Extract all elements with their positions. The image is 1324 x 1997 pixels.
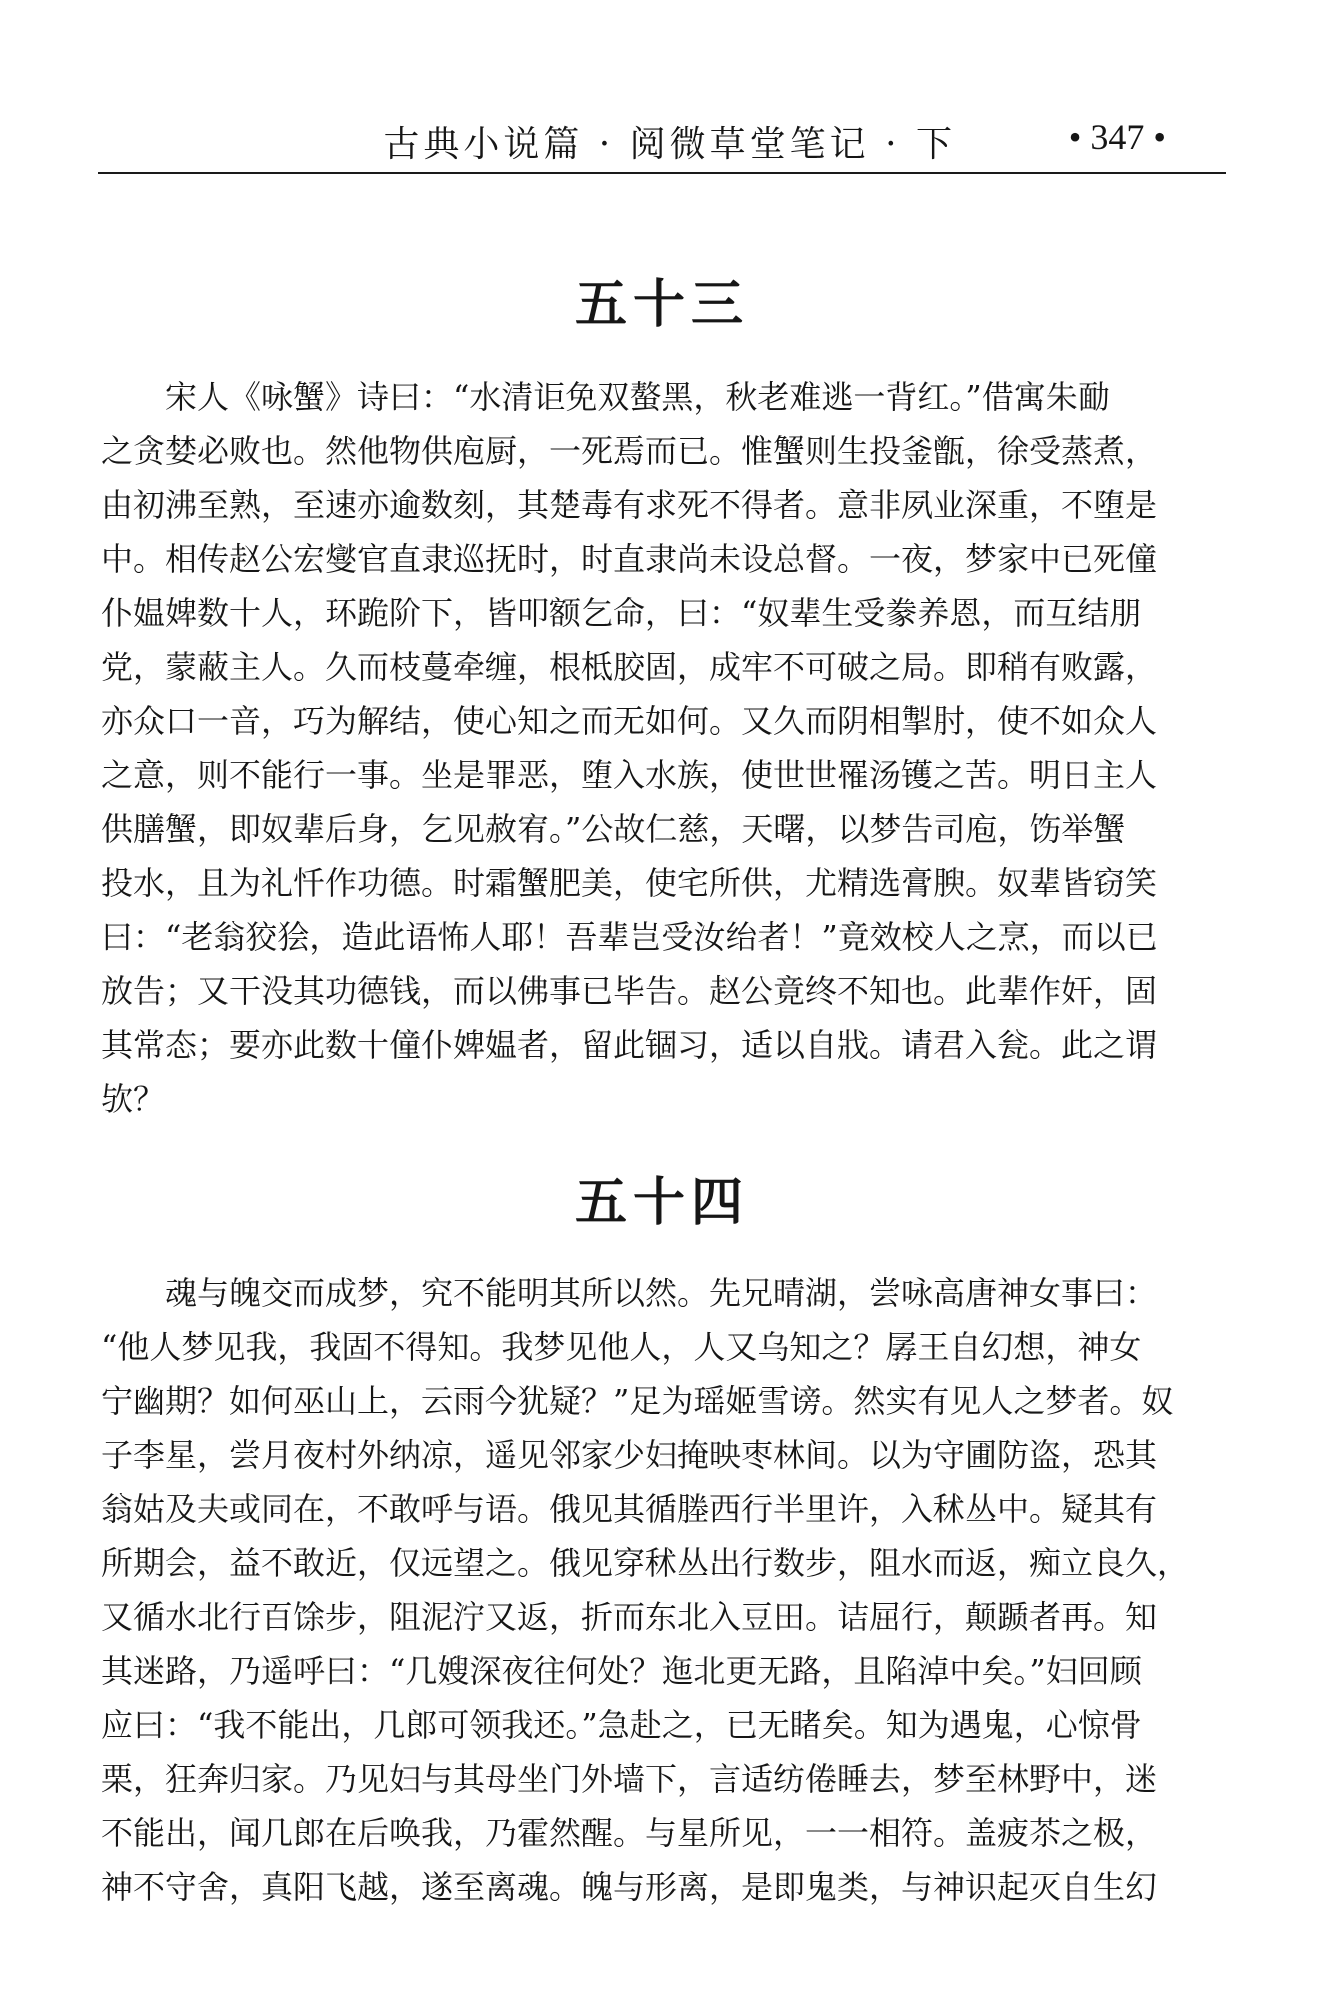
text-line: 魂与魄交而成梦，究不能明其所以然。先兄晴湖，尝咏高唐神女事曰： — [101, 1274, 1158, 1312]
text-line: 投水，且为礼忏作功德。时霜蟹肥美，使宅所供，尤精选膏腴。奴辈皆窃笑 — [101, 864, 1158, 902]
text-line: 神不守舍，真阳飞越，遂至离魂。魄与形离，是即鬼类，与神识起灭自生幻 — [101, 1868, 1158, 1906]
text-line: 宁幽期？如何巫山上，云雨今犹疑？”足为瑶姬雪谤。然实有见人之梦者。奴 — [101, 1382, 1174, 1420]
text-line: 翁姑及夫或同在，不敢呼与语。俄见其循塍西行半里许，入秫丛中。疑其有 — [101, 1490, 1158, 1528]
text-line: 之贪婪必败也。然他物供庖厨，一死焉而已。惟蟹则生投釜甑，徐受蒸煮， — [101, 432, 1158, 470]
text-line: 仆媪婢数十人，环跪阶下，皆叩额乞命，曰：“奴辈生受豢养恩，而互结朋 — [101, 594, 1142, 632]
text-line: 供膳蟹，即奴辈后身，乞见赦宥。”公故仁慈，天曙，以梦告司庖，饬举蟹 — [101, 810, 1126, 848]
text-line: 其常态；要亦此数十僮仆婢媪者，留此锢习，适以自戕。请君入瓮。此之谓 — [101, 1026, 1158, 1064]
section-title-54: 五十四 — [574, 1173, 749, 1233]
text-line: 由初沸至熟，至速亦逾数刻，其楚毒有求死不得者。意非夙业深重，不堕是 — [101, 486, 1158, 524]
text-line: 应曰：“我不能出，几郎可领我还。”急赴之，已无睹矣。知为遇鬼，心惊骨 — [101, 1706, 1142, 1744]
text-line: 曰：“老翁狡狯，造此语怖人耶！吾辈岂受汝绐者！”竟效校人之烹，而以已 — [101, 918, 1158, 956]
text-line: 不能出，闻几郎在后唤我，乃霍然醒。与星所见，一一相符。盖疲苶之极， — [101, 1814, 1158, 1852]
text-line: “他人梦见我，我固不得知。我梦见他人，人又乌知之？孱王自幻想，神女 — [101, 1328, 1142, 1366]
text-line: 宋人《咏蟹》诗曰：“水清讵免双螯黑，秋老难逃一背红。”借寓朱勔 — [101, 378, 1110, 416]
text-line: 之意，则不能行一事。坐是罪恶，堕入水族，使世世罹汤镬之苦。明日主人 — [101, 756, 1158, 794]
text-line: 放告；又干没其功德钱，而以佛事已毕告。赵公竟终不知也。此辈作奸，固 — [101, 972, 1158, 1010]
text-line: 中。相传赵公宏燮官直隶巡抚时，时直隶尚未设总督。一夜，梦家中已死僮 — [101, 540, 1158, 578]
section-body-53 — [101, 370, 1229, 1126]
section-body-54 — [101, 1266, 1229, 1914]
text-line: 欤？ — [101, 1080, 166, 1118]
section-title-53: 五十三 — [574, 275, 749, 335]
text-line: 栗，狂奔归家。乃见妇与其母坐门外墙下，言适纺倦睡去，梦至林野中，迷 — [101, 1760, 1158, 1798]
page-number: • 347 • — [1068, 117, 1166, 157]
text-line: 党，蒙蔽主人。久而枝蔓牵缠，根柢胶固，成牢不可破之局。即稍有败露， — [101, 648, 1158, 686]
text-line: 子李星，尝月夜村外纳凉，遥见邻家少妇掩映枣林间。以为守圃防盗，恐其 — [101, 1436, 1158, 1474]
text-line: 亦众口一音，巧为解结，使心知之而无如何。又久而阴相掣肘，使不如众人 — [101, 702, 1158, 740]
running-header-title: 古典小说篇 · 阅微草堂笔记 · 下 — [383, 124, 956, 165]
text-line: 所期会，益不敢近，仅远望之。俄见穿秫丛出行数步，阻水而返，痴立良久， — [101, 1544, 1190, 1582]
running-header — [98, 112, 1226, 174]
text-line: 又循水北行百馀步，阻泥泞又返，折而东北入豆田。诘屈行，颠踬者再。知 — [101, 1598, 1158, 1636]
text-line: 其迷路，乃遥呼曰：“几嫂深夜往何处？迤北更无路，且陷淖中矣。”妇回顾 — [101, 1652, 1142, 1690]
